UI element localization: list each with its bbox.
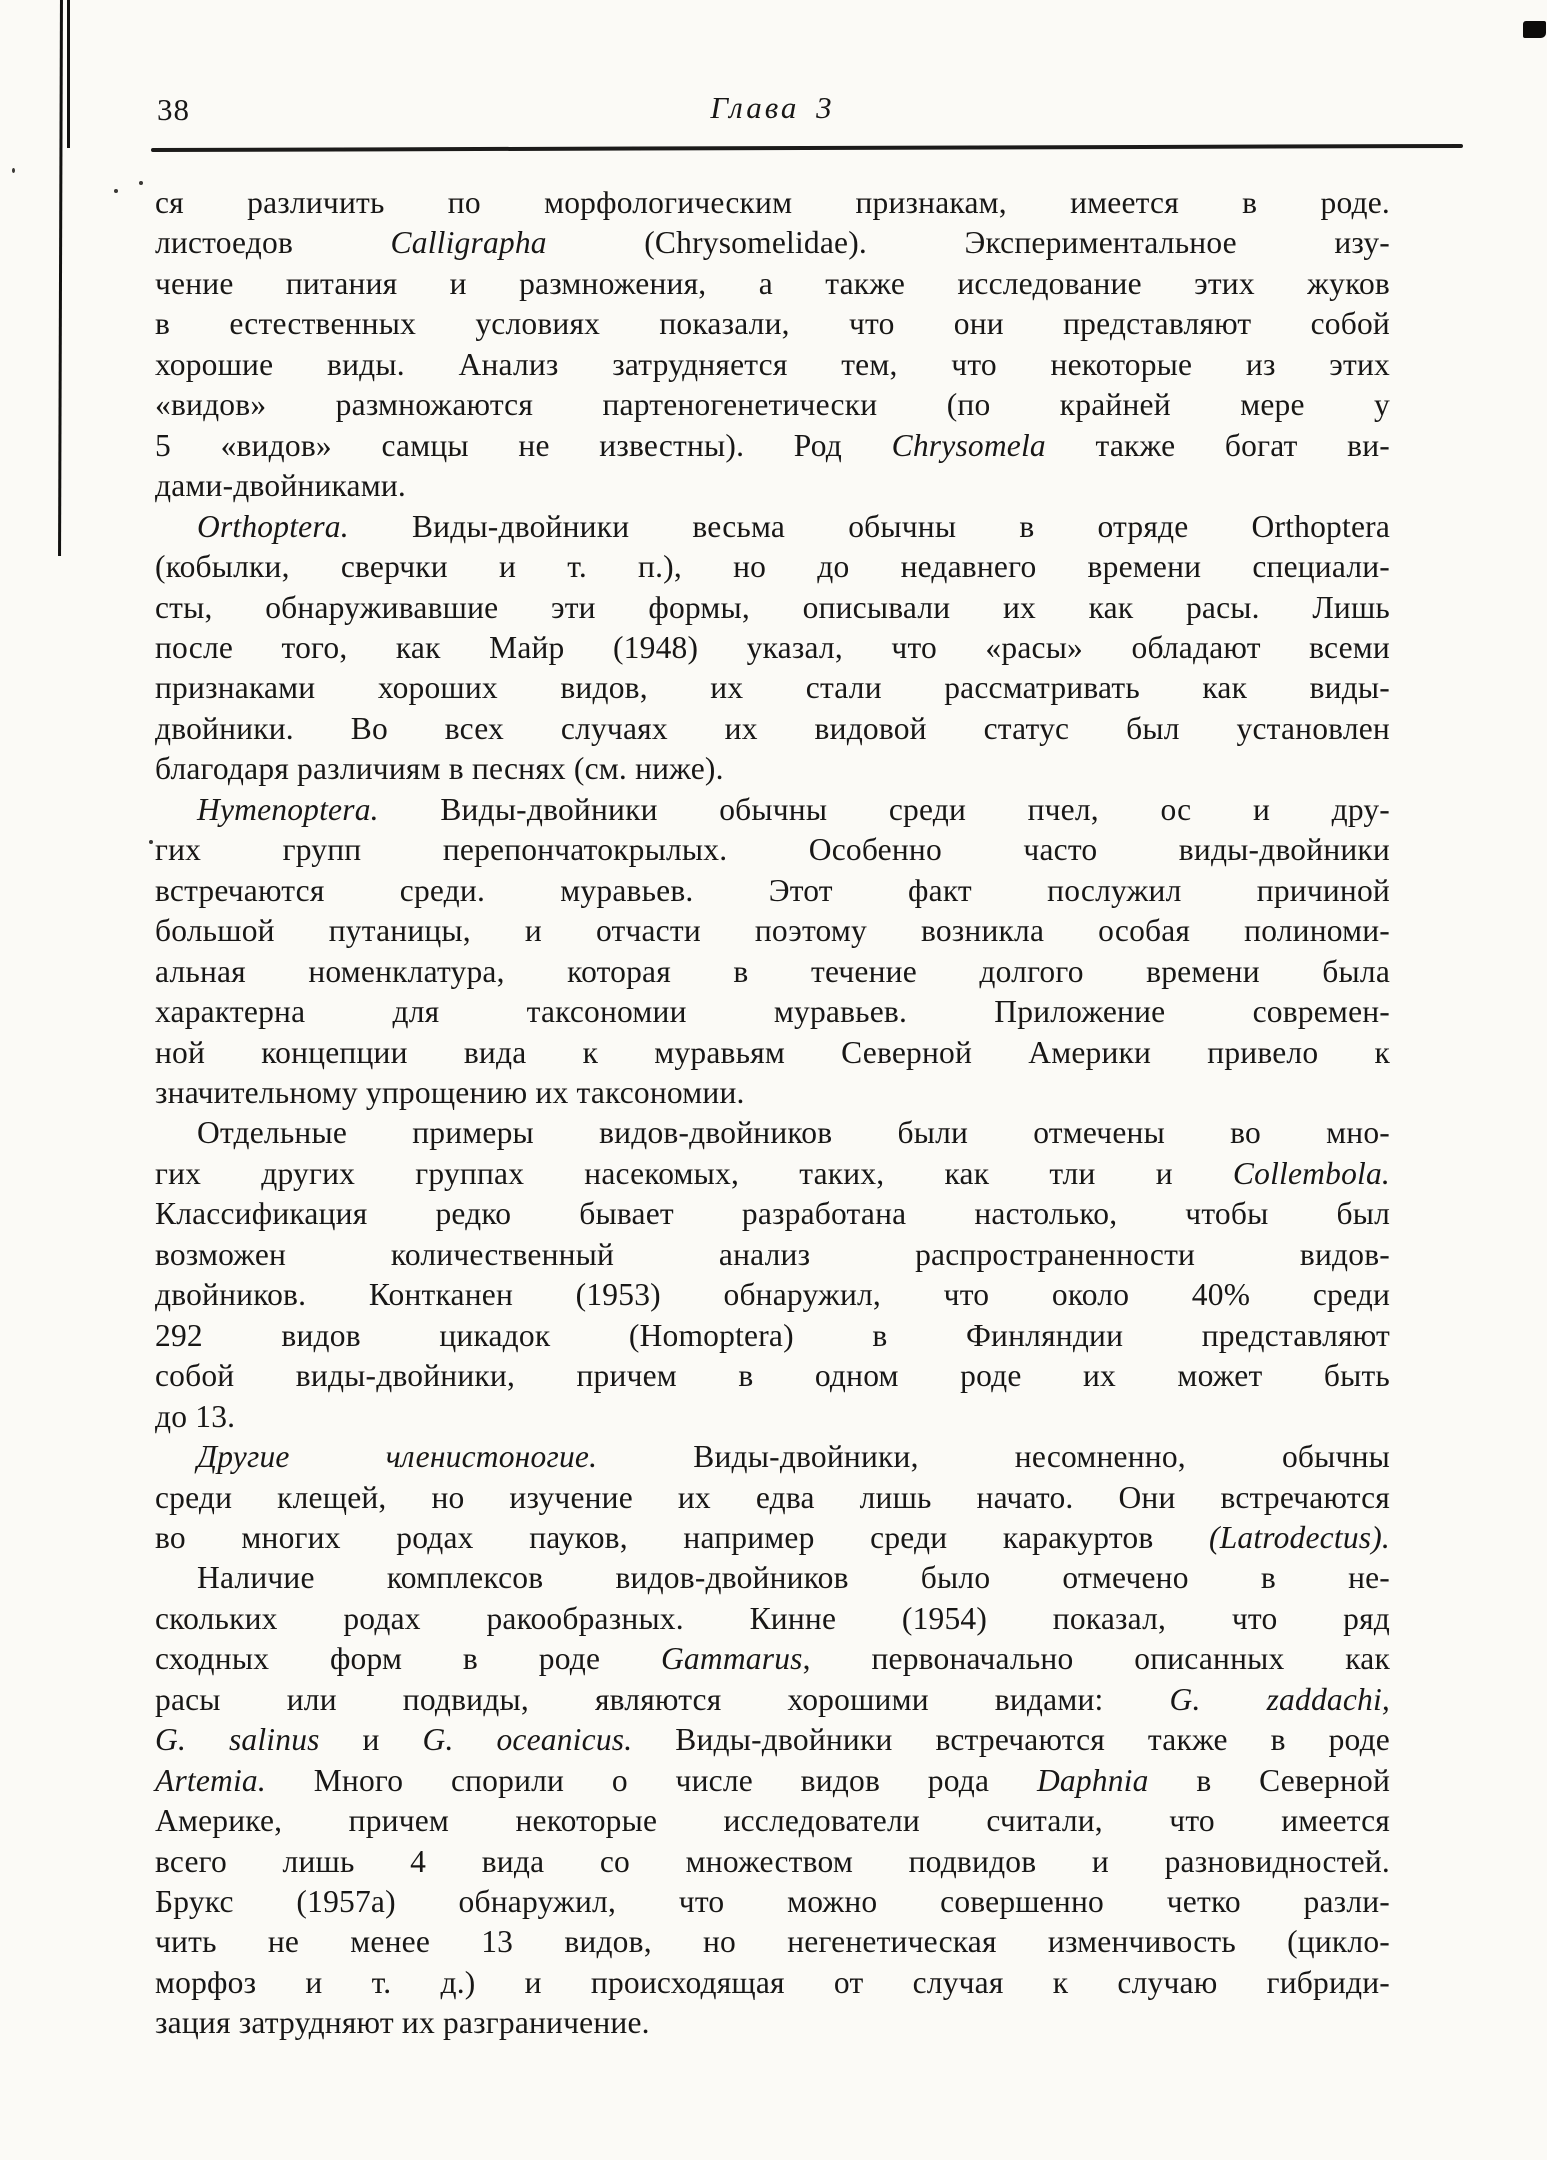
text-run: во многих родах пауков, например среди каракуртов <box>155 1519 1209 1555</box>
text-run: признаками хороших видов, их стали рассматривать как виды- <box>155 670 1390 706</box>
text-line <box>155 911 1390 951</box>
text-run: чение питания и размножения, а также исследование этих жуков <box>155 265 1390 301</box>
text-line <box>155 183 1390 223</box>
text-line <box>155 304 1390 344</box>
text-run: Виды-двойники, несомненно, обычны <box>597 1439 1390 1475</box>
text-line <box>155 1720 1390 1760</box>
chapter-title: Глава 3 <box>710 90 835 125</box>
text-run: собой виды-двойники, причем в одном роде их может быть <box>155 1358 1390 1394</box>
text-line <box>155 1842 1390 1882</box>
text-line <box>155 1478 1390 1518</box>
text-line <box>155 1680 1390 1720</box>
binding-line-artifact <box>58 0 63 556</box>
text-line <box>155 1073 1390 1113</box>
text-line <box>155 628 1390 668</box>
text-run: в естественных условиях показали, что они представляют собой <box>155 306 1390 342</box>
italic-text-run: Daphnia <box>1036 1762 1149 1798</box>
italic-text-run: Gammarus <box>660 1641 803 1677</box>
italic-text-run: G. salinus <box>155 1722 320 1758</box>
text-run: хорошие виды. Анализ затрудняется тем, что некоторые из этих <box>155 346 1390 382</box>
ink-smudge <box>1523 21 1546 38</box>
text-line <box>155 1518 1390 1558</box>
text-line <box>155 1316 1390 1356</box>
page-number: 38 <box>157 92 190 127</box>
text-run: Много спорили о числе видов рода <box>265 1762 1037 1798</box>
text-line <box>155 992 1390 1032</box>
italic-text-run: Chrysomela <box>891 427 1046 463</box>
text-run: Наличие комплексов видов-двойников было отмечено в не- <box>197 1560 1390 1596</box>
text-run: альная номенклатура, которая в течение долгого времени была <box>155 953 1390 989</box>
text-line <box>155 1761 1390 1801</box>
text-line <box>155 1599 1390 1639</box>
text-run: Брукс (1957а) обнаружил, что можно совершенно четко разли- <box>155 1884 1390 1920</box>
italic-text-run: Artemia. <box>155 1762 266 1798</box>
dust-speck <box>114 189 118 193</box>
page-header <box>155 90 1390 134</box>
text-line <box>155 709 1390 749</box>
text-line <box>155 1113 1390 1153</box>
text-run: 5 «видов» самцы не известны). Род <box>155 427 892 463</box>
dust-speck <box>149 840 153 844</box>
text-run: Классификация редко бывает разработана настолько, чтобы был <box>155 1196 1390 1232</box>
text-line <box>155 830 1390 870</box>
text-line <box>155 1356 1390 1396</box>
text-line <box>155 952 1390 992</box>
text-run: всего лишь 4 вида со множеством подвидов и разновидностей. <box>155 1843 1390 1879</box>
text-line <box>155 1922 1390 1962</box>
text-line <box>155 1194 1390 1234</box>
dust-speck <box>12 168 15 173</box>
italic-text-run: G. oceanicus. <box>422 1722 633 1758</box>
text-run: «видов» размножаются партеногенетически (по крайней мере у <box>155 387 1390 423</box>
text-run: в Северной <box>1148 1762 1391 1798</box>
text-run: ся различить по морфологическим признакам, имеется в роде. <box>155 185 1390 220</box>
text-line <box>155 1275 1390 1315</box>
header-rule <box>151 144 1463 152</box>
text-run: листоедов <box>155 225 391 261</box>
text-line <box>155 2003 1390 2043</box>
text-line <box>155 466 1390 506</box>
text-run: морфоз и т. д.) и происходящая от случая к случаю гибриди- <box>155 1964 1390 2000</box>
text-run: скольких родах ракообразных. Кинне (1954) показал, что ряд <box>155 1600 1390 1636</box>
text-line <box>155 223 1390 263</box>
text-run: двойников. Контканен (1953) обнаружил, что около 40% среди <box>155 1277 1390 1313</box>
dust-speck <box>139 181 143 185</box>
text-line <box>155 1033 1390 1073</box>
text-block <box>155 183 1390 2044</box>
text-line <box>155 1801 1390 1841</box>
italic-text-run: Orthoptera. <box>197 508 349 544</box>
text-run: (Chrysomelidae). Экспериментальное изу- <box>546 225 1390 261</box>
text-run: значительному упрощению их таксономии. <box>155 1074 745 1110</box>
text-run: большой путаницы, и отчасти поэтому возникла особая полиноми- <box>155 913 1390 949</box>
text-line <box>155 264 1390 304</box>
text-line <box>155 1437 1390 1477</box>
text-line <box>155 507 1390 547</box>
italic-text-run: Collembola. <box>1232 1155 1390 1191</box>
text-line <box>155 385 1390 425</box>
text-run: встречаются среди. муравьев. Этот факт послужил причиной <box>155 872 1390 908</box>
text-run: (кобылки, сверчки и т. п.), но до недавнего времени специали- <box>155 549 1390 585</box>
text-run: расы или подвиды, являются хорошими видами: <box>155 1681 1170 1717</box>
text-run: также богат ви- <box>1045 427 1390 463</box>
text-line <box>155 1639 1390 1679</box>
text-run: после того, как Майр (1948) указал, что «расы» обладают всеми <box>155 629 1390 665</box>
text-run: зация затрудняют их разграничение. <box>155 2005 650 2041</box>
text-run: Отдельные примеры видов-двойников были отмечены во мно- <box>197 1115 1390 1151</box>
text-run: Виды-двойники встречаются также в роде <box>632 1722 1390 1758</box>
text-line <box>155 547 1390 587</box>
text-line <box>155 1154 1390 1194</box>
italic-text-run: Другие членистоногие. <box>197 1439 598 1475</box>
text-run: среди клещей, но изучение их едва лишь начато. Они встречаются <box>155 1479 1390 1515</box>
text-line <box>155 871 1390 911</box>
text-line <box>155 790 1390 830</box>
text-line <box>155 668 1390 708</box>
text-run: 292 видов цикадок (Homoptera) в Финляндии представляют <box>155 1317 1390 1353</box>
text-run: чить не менее 13 видов, но негенетическая изменчивость (цикло- <box>155 1924 1390 1960</box>
text-line <box>155 749 1390 789</box>
text-run: дами-двойниками. <box>155 468 406 504</box>
text-run: благодаря различиям в песнях (см. ниже). <box>155 751 724 787</box>
text-run: Виды-двойники весьма обычны в отряде Orthoptera <box>348 508 1390 544</box>
text-run: Америке, причем некоторые исследователи считали, что имеется <box>155 1803 1390 1839</box>
binding-line-artifact-2 <box>67 0 70 148</box>
text-run: возможен количественный анализ распространенности видов- <box>155 1236 1390 1272</box>
text-run: гих других группах насекомых, таких, как тли и <box>155 1155 1233 1191</box>
text-line <box>155 1882 1390 1922</box>
text-run: до 13. <box>155 1398 236 1434</box>
text-line <box>155 345 1390 385</box>
text-run: сты, обнаруживавшие эти формы, описывали их как расы. Лишь <box>155 589 1390 625</box>
text-run: сходных форм в роде <box>155 1641 661 1677</box>
text-run: ной концепции вида к муравьям Северной Америки привело к <box>155 1034 1390 1070</box>
text-run: и <box>319 1722 423 1758</box>
italic-text-run: G. zaddachi, <box>1169 1681 1391 1717</box>
italic-text-run: Hymenoptera. <box>197 791 379 827</box>
text-run: двойники. Во всех случаях их видовой статус был установлен <box>155 710 1390 746</box>
text-line <box>155 1235 1390 1275</box>
text-run: характерна для таксономии муравьев. Приложение современ- <box>155 994 1390 1030</box>
text-run: , первоначально описанных как <box>802 1641 1390 1677</box>
italic-text-run: (Latrodectus). <box>1209 1519 1390 1555</box>
text-line <box>155 1397 1390 1437</box>
text-line <box>155 426 1390 466</box>
text-line <box>155 1558 1390 1598</box>
italic-text-run: Calligrapha <box>390 225 547 261</box>
text-line <box>155 1963 1390 2003</box>
text-line <box>155 588 1390 628</box>
text-run: Виды-двойники обычны среди пчел, ос и дру- <box>378 791 1390 827</box>
text-run: гих групп перепончатокрылых. Особенно часто виды-двойники <box>155 832 1390 868</box>
